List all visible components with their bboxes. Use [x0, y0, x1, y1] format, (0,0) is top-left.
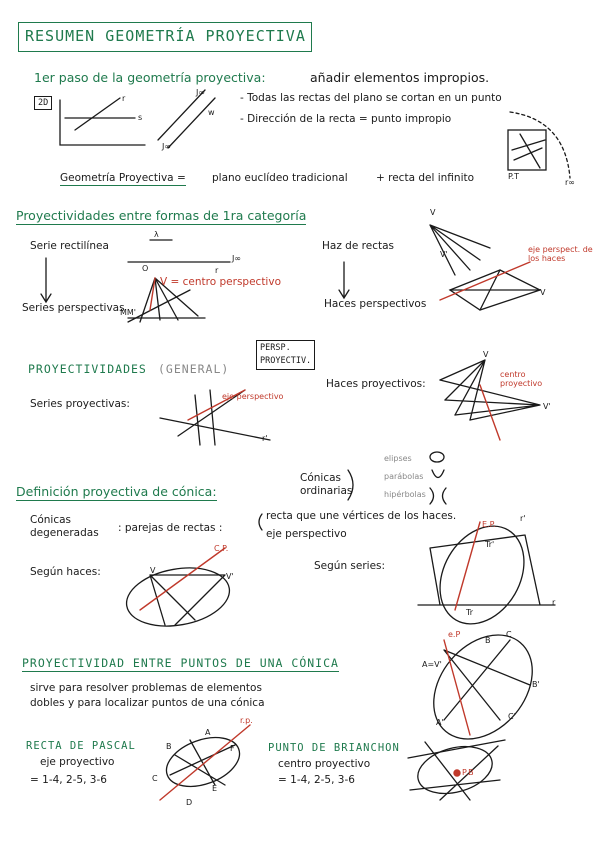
pascal-pt-d: D — [186, 798, 193, 807]
section4-line2: dobles y para localizar puntos de una cónica — [30, 697, 265, 709]
degeneradas-line1: Cónicas — [30, 514, 72, 526]
brianchon-eq: = 1-4, 2-5, 3-6 — [278, 774, 355, 786]
label-rp-series: r' — [262, 434, 268, 443]
label-cp4: C' — [508, 712, 516, 721]
centro-proyectivo-label: centro proyectivo — [500, 370, 543, 388]
badge-persp — [256, 340, 315, 370]
badge-persp-line2: PROYECTIV. — [260, 356, 312, 366]
ordinarias-line2: ordinarias — [300, 485, 353, 497]
label-r-series3: r — [552, 598, 556, 607]
title-box — [18, 22, 312, 52]
series-ellipse — [423, 511, 541, 639]
elipses: elipses — [384, 454, 412, 463]
label-b4: B — [485, 636, 491, 645]
eje-perspect: eje perspect. de los haces — [528, 245, 593, 263]
label-trp: Tr' — [485, 540, 495, 549]
label-r: r — [122, 94, 126, 103]
label-bp4: B' — [532, 680, 540, 689]
haces-proyectivos: Haces proyectivos: — [326, 378, 426, 390]
label-pt: P.T — [508, 172, 520, 181]
label-rp-pascal: r.p. — [240, 716, 253, 725]
label-2d: 2D — [34, 96, 52, 110]
formula-right: + recta del infinito — [376, 172, 475, 184]
conicas-degeneradas — [30, 514, 99, 540]
degeneradas-line2: degeneradas — [30, 527, 99, 539]
label-v-haz: V — [430, 208, 436, 217]
label-ep-conica: e.P — [448, 630, 461, 639]
badge-persp-line1: PERSP. — [260, 343, 291, 353]
parallel-line-1 — [158, 90, 205, 140]
haces-perspectivos: Haces perspectivos — [324, 298, 427, 310]
label-s: s — [138, 113, 143, 122]
section1-heading: Proyectividades entre formas de 1ra categoría — [16, 208, 307, 223]
label-v-hp: V — [483, 350, 489, 359]
step1-heading: 1er paso de la geometría proyectiva: — [34, 70, 266, 85]
section4-line1: sirve para resolver problemas de elementos — [30, 682, 262, 694]
bullet-2: - Dirección de la recta = punto impropio — [240, 113, 452, 125]
serie-rectilinea: Serie rectilínea — [30, 240, 109, 252]
hiperbolas: hipérbolas — [384, 490, 426, 499]
label-r-serie: r — [215, 266, 219, 275]
formula-left: Geometría Proyectiva = — [60, 172, 186, 184]
pascal-heading: RECTA DE PASCAL — [26, 740, 136, 752]
step1-heading-tail: añadir elementos impropios. — [310, 70, 490, 85]
section2-subheading: (GENERAL) — [158, 362, 230, 376]
label-mm: MM' — [120, 308, 137, 317]
recta-vertices: recta que une vértices de los haces. — [266, 510, 457, 522]
pascal-sub: eje proyectivo — [40, 756, 115, 768]
brianchon-heading: PUNTO DE BRIANCHON — [268, 742, 400, 754]
label-pb: P.B — [462, 768, 474, 777]
pascal-pt-a: A — [205, 728, 211, 737]
parabolas: parábolas — [384, 472, 424, 481]
series-perspectivas: Series perspectivas — [22, 302, 125, 314]
section4-heading: PROYECTIVIDAD ENTRE PUNTOS DE UNA CÓNICA — [22, 656, 339, 670]
label-jinf-bottom: J∞ — [162, 142, 172, 151]
pascal-pt-c: C — [152, 774, 158, 783]
section3-heading: Definición proyectiva de cónica: — [16, 484, 217, 499]
parallel-line-2 — [168, 98, 215, 148]
formula-middle: plano euclídeo tradicional — [212, 172, 348, 184]
label-tr: Tr — [466, 608, 473, 617]
brianchon-sub: centro proyectivo — [278, 758, 371, 770]
label-ap4: A' — [436, 718, 444, 727]
label-lambda: λ — [154, 230, 159, 239]
ordinarias-line1: Cónicas — [300, 472, 342, 484]
label-v-conica: V — [150, 566, 156, 575]
label-ep-series: E.P. — [482, 520, 496, 529]
label-avp: A=V' — [422, 660, 442, 669]
eje-perspectivo-deg: eje perspectivo — [266, 528, 347, 540]
axes-2d — [60, 100, 145, 145]
pascal-pt-b: B — [166, 742, 172, 751]
label-v-haces: V — [540, 288, 546, 297]
label-jinf-serie: J∞ — [232, 254, 242, 263]
page-title: RESUMEN GEOMETRÍA PROYECTIVA — [25, 27, 306, 45]
label-c4: C — [506, 630, 512, 639]
pascal-pt-e: E — [212, 784, 218, 793]
label-cp: C.P. — [214, 544, 229, 553]
line-r — [75, 98, 120, 130]
eje-red-line — [440, 262, 530, 300]
label-vp-haz: V' — [440, 250, 448, 259]
segun-series: Según series: — [314, 560, 386, 572]
pascal-pt-f: F — [230, 744, 235, 753]
centro-red-line — [150, 278, 155, 310]
conicas-ordinarias — [300, 472, 352, 498]
arrow-down-1 — [41, 258, 51, 302]
section2-heading: PROYECTIVIDADES — [28, 362, 147, 376]
bullet-1: - Todas las rectas del plano se cortan en un punto — [240, 92, 502, 104]
parejas-rectas: : parejas de rectas : — [118, 522, 223, 534]
eje-perspectivo-label: eje perspectivo — [222, 392, 284, 401]
label-vp-conica: V' — [226, 572, 234, 581]
pascal-eq: = 1-4, 2-5, 3-6 — [30, 774, 107, 786]
segun-haces: Según haces: — [30, 566, 101, 578]
label-vp-hp: V' — [543, 402, 551, 411]
label-rp-series3: r' — [520, 514, 526, 523]
label-rinf: r∞ — [565, 178, 575, 187]
label-jinf-top: J∞ — [196, 88, 206, 97]
haz-rectas: Haz de rectas — [322, 240, 394, 252]
series-proyectivas: Series proyectivas: — [30, 398, 130, 410]
arrow-down-2 — [339, 262, 349, 298]
label-o: O — [142, 264, 149, 273]
centro-v: V = centro perspectivo — [160, 276, 281, 288]
label-w: w — [208, 108, 215, 117]
